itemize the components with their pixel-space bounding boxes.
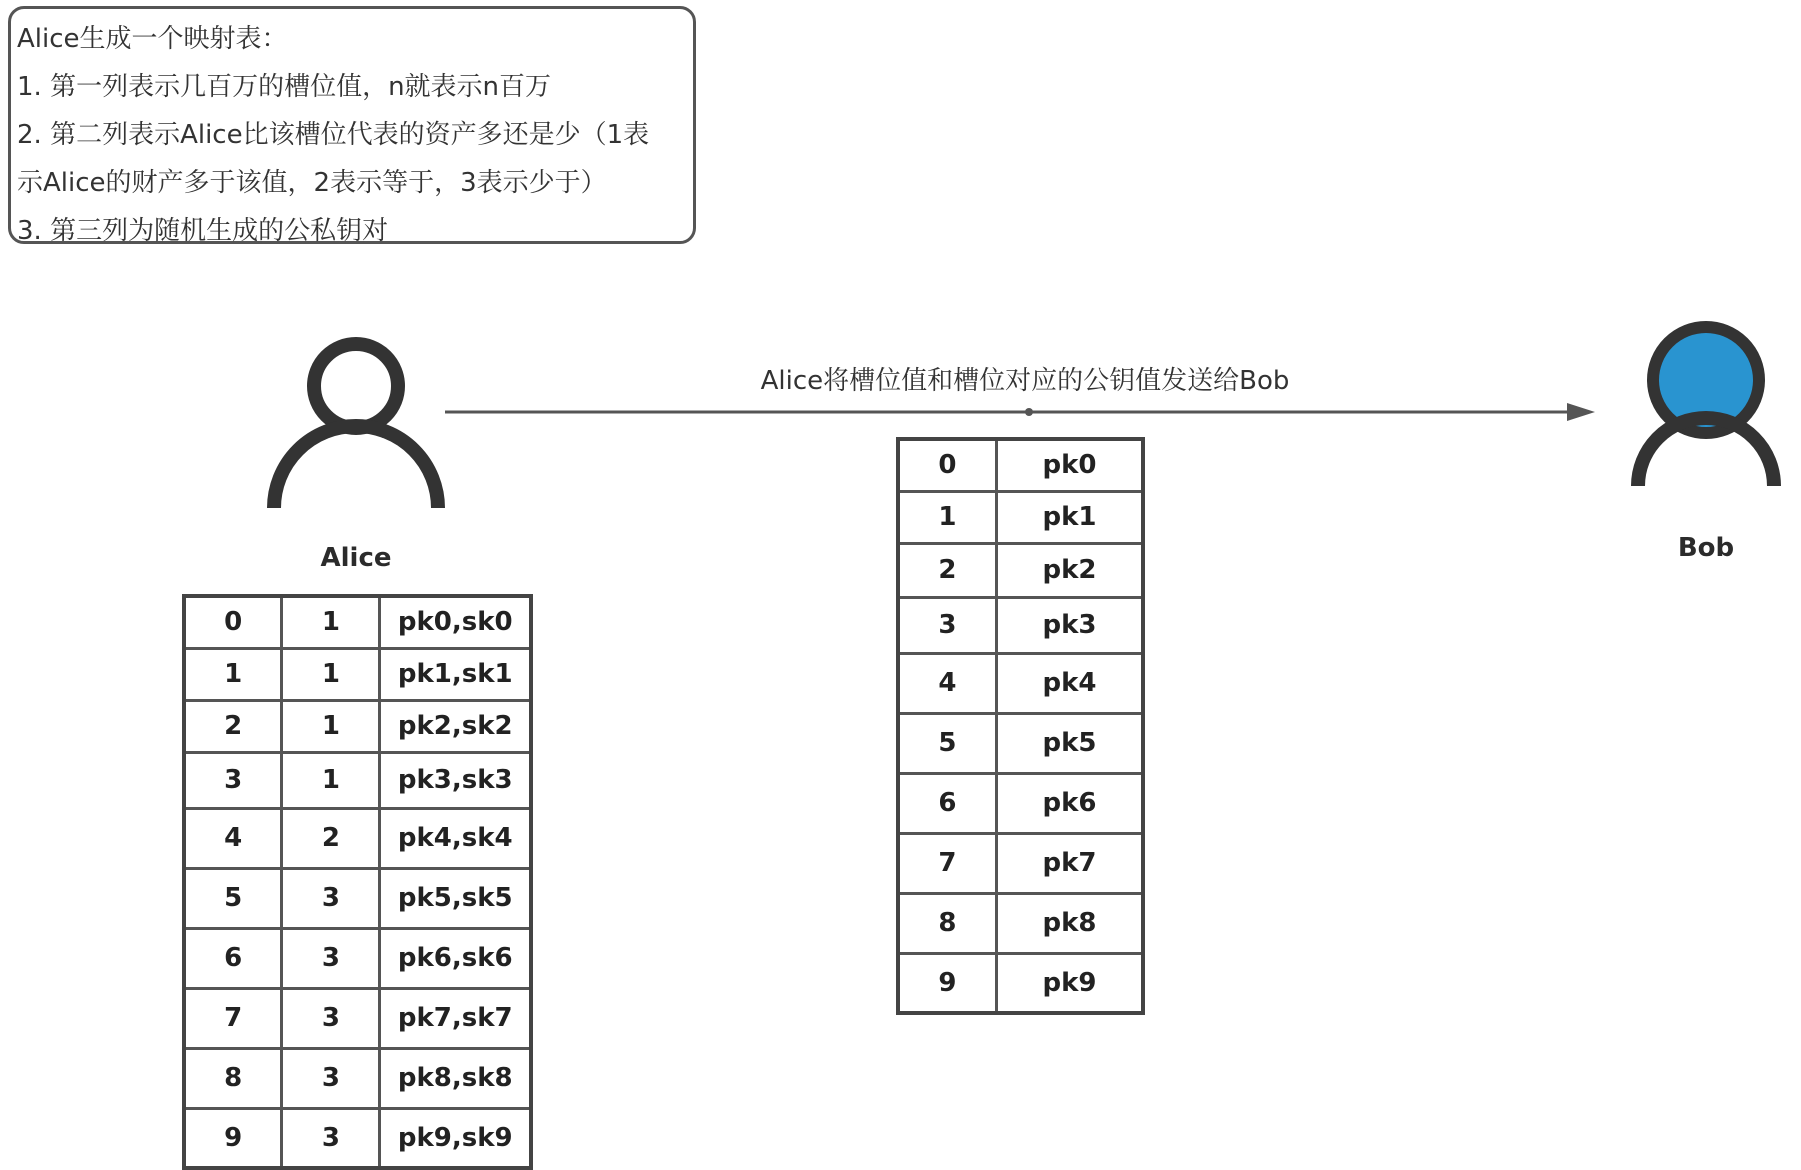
user-outline-icon <box>266 332 446 508</box>
send-arrow <box>445 400 1595 424</box>
note-line-3: 2. 第二列表示Alice比该槽位代表的资产多还是少（1表 <box>17 120 650 150</box>
slot-cell: 3 <box>898 597 996 653</box>
slot-cell: 7 <box>184 988 282 1048</box>
slot-cell: 1 <box>898 491 996 543</box>
table-row <box>184 596 531 648</box>
table-row <box>898 773 1143 833</box>
slot-cell: 5 <box>184 868 282 928</box>
public-key-cell: pk6 <box>996 773 1143 833</box>
table-row <box>184 700 531 752</box>
keypair-cell: pk6,sk6 <box>380 928 531 988</box>
comparison-cell: 3 <box>282 1108 380 1168</box>
keypair-cell: pk0,sk0 <box>380 596 531 648</box>
public-key-cell: pk4 <box>996 653 1143 713</box>
arrow-label: Alice将槽位值和槽位对应的公钥值发送给Bob <box>760 366 1290 396</box>
keypair-cell: pk4,sk4 <box>380 808 531 868</box>
slot-cell: 6 <box>898 773 996 833</box>
comparison-cell: 3 <box>282 988 380 1048</box>
user-filled-icon <box>1626 320 1786 492</box>
public-key-cell: pk0 <box>996 439 1143 491</box>
table-row <box>898 893 1143 953</box>
keypair-cell: pk2,sk2 <box>380 700 531 752</box>
table-row <box>898 597 1143 653</box>
table-row <box>184 928 531 988</box>
public-key-cell: pk1 <box>996 491 1143 543</box>
table-row <box>898 713 1143 773</box>
slot-cell: 7 <box>898 833 996 893</box>
table-row <box>898 653 1143 713</box>
slot-cell: 6 <box>184 928 282 988</box>
table-row <box>898 543 1143 597</box>
public-key-cell: pk9 <box>996 953 1143 1013</box>
keypair-cell: pk9,sk9 <box>380 1108 531 1168</box>
slot-cell: 8 <box>184 1048 282 1108</box>
comparison-cell: 3 <box>282 868 380 928</box>
comparison-cell: 1 <box>282 596 380 648</box>
table-row <box>898 833 1143 893</box>
public-key-cell: pk8 <box>996 893 1143 953</box>
keypair-cell: pk3,sk3 <box>380 752 531 808</box>
public-key-cell: pk2 <box>996 543 1143 597</box>
table-row <box>184 868 531 928</box>
keypair-cell: pk8,sk8 <box>380 1048 531 1108</box>
comparison-cell: 3 <box>282 928 380 988</box>
slot-cell: 8 <box>898 893 996 953</box>
table-row <box>184 752 531 808</box>
explanation-note <box>8 6 696 244</box>
sent-public-key-table <box>896 437 1145 1015</box>
slot-cell: 3 <box>184 752 282 808</box>
table-row <box>184 648 531 700</box>
public-key-cell: pk5 <box>996 713 1143 773</box>
note-line-5: 3. 第三列为随机生成的公私钥对 <box>17 216 389 246</box>
table-row <box>184 808 531 868</box>
slot-cell: 4 <box>184 808 282 868</box>
table-row <box>184 988 531 1048</box>
bob-label: Bob <box>1677 533 1735 563</box>
public-key-cell: pk7 <box>996 833 1143 893</box>
note-line-1: Alice生成一个映射表： <box>17 24 288 54</box>
comparison-cell: 1 <box>282 752 380 808</box>
comparison-cell: 2 <box>282 808 380 868</box>
comparison-cell: 3 <box>282 1048 380 1108</box>
note-line-2: 1. 第一列表示几百万的槽位值，n就表示n百万 <box>17 72 552 102</box>
keypair-cell: pk7,sk7 <box>380 988 531 1048</box>
table-row <box>184 1108 531 1168</box>
keypair-cell: pk1,sk1 <box>380 648 531 700</box>
slot-cell: 0 <box>898 439 996 491</box>
note-line-4: 示Alice的财产多于该值，2表示等于，3表示少于） <box>17 168 607 198</box>
slot-cell: 9 <box>898 953 996 1013</box>
slot-cell: 0 <box>184 596 282 648</box>
slot-cell: 9 <box>184 1108 282 1168</box>
slot-cell: 1 <box>184 648 282 700</box>
public-key-cell: pk3 <box>996 597 1143 653</box>
slot-cell: 2 <box>184 700 282 752</box>
slot-cell: 2 <box>898 543 996 597</box>
comparison-cell: 1 <box>282 648 380 700</box>
table-row <box>184 1048 531 1108</box>
alice-label: Alice <box>320 543 392 573</box>
table-row <box>898 953 1143 1013</box>
table-row <box>898 439 1143 491</box>
keypair-cell: pk5,sk5 <box>380 868 531 928</box>
comparison-cell: 1 <box>282 700 380 752</box>
table-row <box>898 491 1143 543</box>
alice-mapping-table <box>182 594 533 1170</box>
slot-cell: 4 <box>898 653 996 713</box>
slot-cell: 5 <box>898 713 996 773</box>
